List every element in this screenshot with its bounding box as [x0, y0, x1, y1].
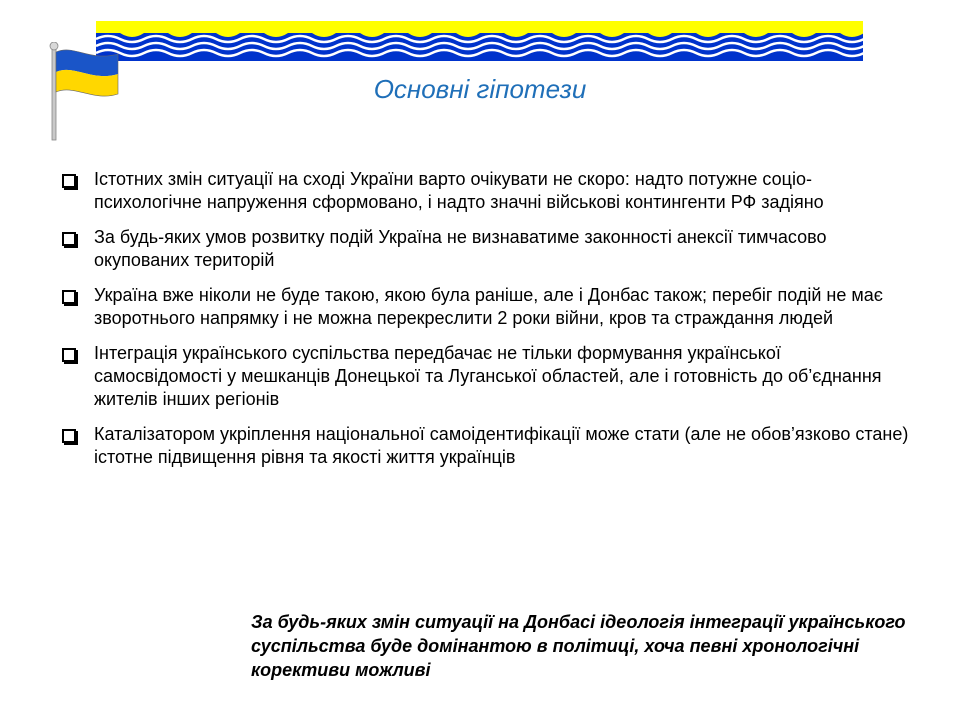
hypotheses-list	[62, 168, 912, 481]
list-item	[62, 423, 912, 469]
wave-banner	[96, 21, 863, 61]
checkbox-bullet-icon	[62, 348, 76, 362]
bullet-text: Інтеграція українського суспільства передбачає не тільки формування української самосвідомості у мешканців Донецької та Луганської областей, але і готовність до об’єднання жителів інших регіонів	[94, 343, 882, 409]
bullet-text: Каталізатором укріплення національної самоідентифікації може стати (але не обов’язково стане) істотне підвищення рівня та якості життя українців	[94, 424, 909, 467]
checkbox-bullet-icon	[62, 429, 76, 443]
conclusion-text: За будь-яких змін ситуації на Донбасі ідеологія інтеграції українського суспільства буде домінантою в політиці, хоча певні хронологічні корективи можливі	[251, 612, 906, 680]
list-item	[62, 284, 912, 330]
bullet-text: Істотних змін ситуації на сході України варто очікувати не скоро: надто потужне соціо-психологічне напруження сформовано, і надто значні військові контингенти РФ задіяно	[94, 169, 824, 212]
page-title: Основні гіпотези	[373, 74, 587, 104]
checkbox-bullet-icon	[62, 290, 76, 304]
bullet-text: За будь-яких умов розвитку подій Україна не визнаватиме законності анексії тимчасово окупованих територій	[94, 227, 827, 270]
checkbox-bullet-icon	[62, 174, 76, 188]
checkbox-bullet-icon	[62, 232, 76, 246]
list-item	[62, 342, 912, 411]
bullet-text: Україна вже ніколи не буде такою, якою була раніше, але і Донбас також; перебіг подій не має зворотнього напрямку і не можна перекреслити 2 роки війни, кров та страждання людей	[94, 285, 883, 328]
list-item	[62, 226, 912, 272]
list-item	[62, 168, 912, 214]
